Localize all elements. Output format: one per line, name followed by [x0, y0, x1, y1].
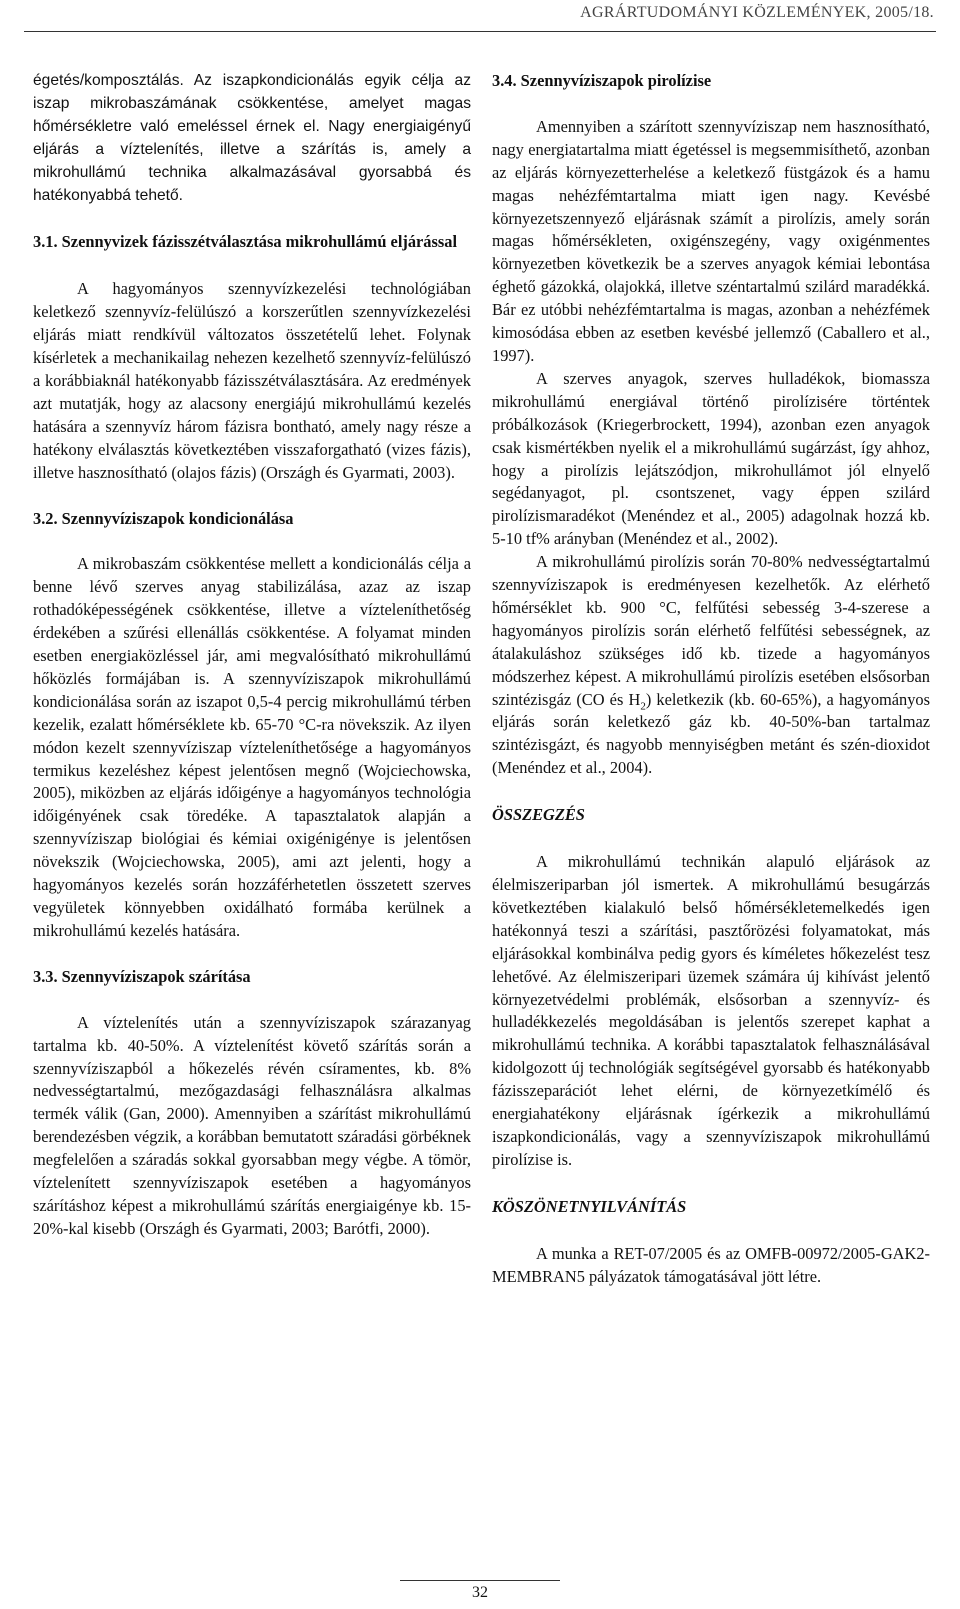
page-footer: [0, 1580, 960, 1609]
acknowledgement-body: A munka a RET-07/2005 és az OMFB-00972/2005-GAK2-MEMBRAN5 pályázatok támogatásával jött létre.: [492, 1243, 930, 1286]
section-3-4-paragraph-2: A szerves anyagok, szerves hulladékok, biomassza mikrohullámú energiával történő pirolízisére történtek próbálkozások (Kriegerbrockett, 1994), azonban ezen anyagok csak kismértékben nyelik el a mikrohullámú sugárzást, így ahhoz, hogy a pirolízis lejátszódjon, mikrohullámot jól elnyelő segédanyagot, pl. csontszenet, vagy éppen szilárd pirolízismaradékot (Menéndez et al., 2005) adagolnak hozzá kb. 5-10 tf% arányban (Menéndez et al., 2002).: [492, 368, 930, 549]
section-3-4-heading: 3.4. Szennyvíziszapok pirolízise: [492, 71, 712, 90]
left-column: [33, 70, 471, 1241]
hydrogen-subscript: 2: [640, 699, 646, 712]
acknowledgement-heading: KÖSZÖNETNYILVÁNÍTÁS: [492, 1196, 687, 1216]
paragraph-3-text-b: ) keletkezik (kb. 60-65%), a hagyományos eljárás során keletkező gáz kb. 40-50%-ban tartalmaz szintézisgázt, és nagyobb mennyiségben metánt és szén-dioxidot (Menéndez et al., 2004).: [492, 689, 930, 778]
summary-body: A mikrohullámú technikán alapuló eljárások az élelmiszeriparban jól ismertek. A mikrohullámú besugárzás következtében kialakuló belső hőmérsékletemelkedés igen hatékonnyá teszi a szárítási, pasztőrözési folyamatokat, más eljárásokkal kombinálva pedig gyors és kíméletes hőkezelést tesz lehetővé. Az élelmiszeripari üzemek számára új kihívást jelentő környezetvédelmi problémák, elsősorban a szennyvíz- és hulladékkezelés megoldásában is jelentős szerepet kaphat a mikrohullámú technika. A korábbi tapasztalatok felhasználásával kidolgozott új technológiák segítségével gyorsabb és hatékonyabb fázisszeparációt lehet elérni, de környezetkímélő és energiahatékony eljárásnak ígérkezik a mikrohullámú iszapkondicionálás, vagy a szennyvíziszapok mikrohullámú pirolízise is.: [492, 852, 930, 1169]
section-3-2-heading: 3.2. Szennyvíziszapok kondicionálása: [33, 508, 294, 528]
journal-title: AGRÁRTUDOMÁNYI KÖZLEMÉNYEK, 2005/18.: [580, 4, 934, 21]
section-3-4-paragraph-3: [492, 551, 930, 780]
right-column: [492, 70, 930, 1289]
header-rule: [24, 31, 936, 32]
summary-heading: ÖSSZEGZÉS: [492, 805, 585, 825]
section-3-2-body: A mikrobaszám csökkentése mellett a kondicionálás célja a benne lévő szerves anyag stabilizálása, azaz az iszap rothadóképességének csökkentése, illetve a vízteleníthetőség érdekében a szűrési ellenállás csökkentése. A folyamat minden esetben energiaközléssel jár, ami megvalósítható mikrohullámú hőközlés formájában is. A szennyvíziszapok mikrohullámú kondicionálása során az iszapot 0,5-4 percig mikrohullámú térben kezelik, ezalatt hőmérséklete kb. 65-70 °C-ra növekszik. Az ilyen módon kezelt szennyvíziszap vízteleníthetősége a hagyományos termikus kezeléshez képest jelentősen megnő (Wojciechowska, 2005), miközben az eljárás időigénye a hagyományos technológia időigényének csak töredéke. A tapasztalatok alapján a szennyvíziszap biológiai és kémiai oxigénigénye is jelentősen növekszik (Wojciechowska, 2005), ami azt jelenti, hogy a hagyományos kezelés során hozzáférhetetlen összetett szerves vegyületek könnyebben oxidálható formába kerülnek a mikrohullámú kezelés hatására.: [33, 554, 471, 940]
section-3-1-body: A hagyományos szennyvízkezelési technológiában keletkező szennyvíz-felülúszó a korszerűtlen szennyvízkezelési eljárás miatt rendkívül változatos összetételű lehet. Folynak kísérletek a mechanikailag nehezen kezelhető szennyvíz-felülúszó a korábbiaknál hatékonyabb fázisszétválasztására. Az eredmények azt mutatják, hogy az alacsony energiájú mikrohullámú kezelés hatására a szennyvíz három fázisra bontható, amely nagy része a hatékony elválasztás következtében visszaforgatható (vizes fázis), illetve hasznosítható (olajos fázis) (Országh és Gyarmati, 2003).: [33, 279, 471, 482]
paragraph-3-text-a: A mikrohullámú pirolízis során 70-80% nedvességtartalmú szennyvíziszapok is eredményesen kezelhetők. Az elérhető hőmérséklet kb. 900 °C, felfűtési sebesség 3-4-szerese a hagyományos pirolízis során elérhető felfűtési sebességnek, az átalakuláshoz szükséges idő kb. tizede a hagyományos módszerhez képest. A mikrohullámú pirolízis esetében elsősorban szintézisgáz (CO és H: [492, 552, 930, 709]
section-3-3-body: A víztelenítés után a szennyvíziszapok szárazanyag tartalma kb. 40-50%. A víztelenítést követő szárítás során a szennyvíziszapból a hőkezelés révén csíramentes, kb. 8% nedvességtartalmú, mezőgazdasági felhasználásra alkalmas termék válik (Gan, 2000). Amennyiben a szárítást mikrohullámú berendezésben végzik, a korábban bemutatott száradási görbéknek megfelelően a száradás sokkal gyorsabban megy végbe. A tömör, víztelenített szennyvíziszapok esetében a hagyományos szárításhoz képest a mikrohullámú szárítás energiaigénye kb. 15-20%-kal kisebb (Országh és Gyarmati, 2003; Barótfi, 2000).: [33, 1012, 471, 1238]
section-3-1-heading: 3.1. Szennyvizek fázisszétválasztása mikrohullámú eljárással: [33, 232, 458, 252]
running-header: [0, 0, 960, 44]
page-number: 32: [472, 1584, 488, 1601]
section-3-3-heading: 3.3. Szennyvíziszapok szárítása: [33, 966, 251, 986]
footer-rule: [400, 1580, 560, 1581]
intro-paragraph: égetés/komposztálás. Az iszapkondicionálás egyik célja az iszap mikrobaszámának csökkentése, amelyet magas hőmérsékletre való emeléssel érnek el. Nagy energiaigényű eljárás a víztelenítés, illetve a szárítás is, amely a mikrohullámú technika alkalmazásával gyorsabbá és hatékonyabbá tehető.: [33, 72, 471, 204]
section-3-4-paragraph-1: Amennyiben a szárított szennyvíziszap nem hasznosítható, nagy energiatartalma miatt égetéssel is megsemmisíthető, azonban az eljárás környezetterhelése a keletkező füstgázok és a hamu magas nehézfémtartalma miatt igen nagy. Kevésbé környezetszennyező eljárásnak számít a pirolízis, amely során magas hőmérsékleten, oxigénszegény, vagy oxigénmentes környezetben következik be a szerves anyagok kémiai lebontása éghető gázokká, olajokká, illetve széntartalmú szilárd maradékká. Bár ez utóbbi nehézfémtartalma is magas, azonban a nehézfémek kimosódása ebben az esetben kevésbé jellemző (Caballero et al., 1997).: [492, 116, 930, 365]
